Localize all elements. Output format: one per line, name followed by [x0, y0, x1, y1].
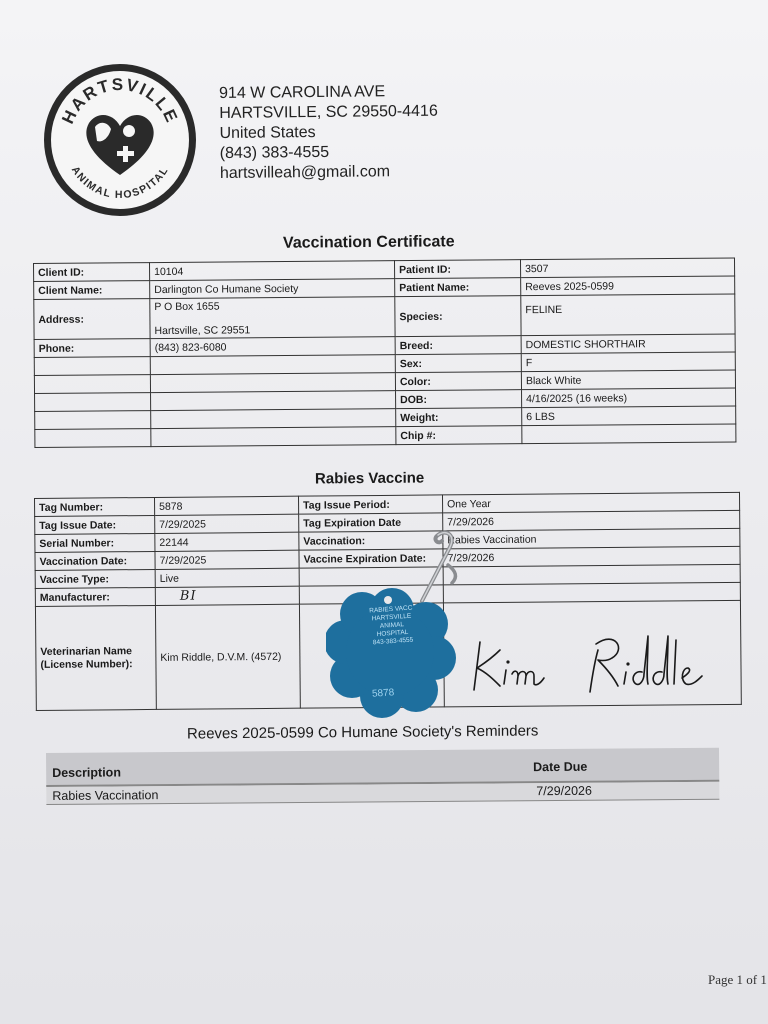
dob-label: DOB:: [396, 390, 522, 409]
signature-text: [466, 620, 472, 621]
vaccination-date-value: 7/29/2025: [155, 550, 299, 569]
tag-number-label: Tag Number:: [35, 497, 155, 516]
tag-expiration-label: Tag Expiration Date: [299, 513, 443, 532]
hospital-phone: (843) 383-4555: [219, 143, 330, 162]
tag-text-line-2: HARTSVILLE: [371, 612, 412, 623]
veterinarian-label-line-2: (License Number):: [40, 657, 133, 671]
client-name-label: Client Name:: [34, 281, 150, 300]
breed-label: Breed:: [395, 336, 521, 355]
veterinarian-signature: [466, 620, 716, 700]
client-id-value: 10104: [150, 261, 395, 281]
empty-cell: [150, 355, 395, 375]
tag-issue-period-value: One Year: [442, 492, 739, 513]
client-name-value: Darlington Co Humane Society: [150, 279, 395, 299]
vaccination-value: Rabies Vaccination: [443, 528, 740, 549]
date-due-column-header: Date Due: [533, 759, 588, 775]
empty-cell: [35, 429, 151, 448]
tag-text-line-1: RABIES VACC: [369, 604, 413, 615]
vaccine-expiration-label: Vaccine Expiration Date:: [299, 549, 443, 568]
tag-text-line-3: ANIMAL: [379, 621, 405, 630]
rabies-tag-text: [339, 602, 446, 649]
vaccine-type-value: Live: [155, 568, 299, 587]
reminders-table: [46, 748, 719, 805]
chip-value: [522, 424, 736, 444]
patient-id-value: 3507: [520, 258, 734, 278]
page-number: Page 1 of 1: [708, 972, 767, 987]
sex-value: F: [521, 352, 735, 372]
rabies-tag-number: 5878: [371, 687, 395, 700]
certificate-title: Vaccination Certificate: [282, 233, 455, 252]
tag-text-line-4: HOSPITAL: [376, 628, 409, 639]
description-column-header: Description: [52, 765, 121, 780]
species-value: FELINE: [521, 294, 735, 336]
svg-text:ANIMAL HOSPITAL: ANIMAL HOSPITAL: [68, 164, 172, 202]
species-label: Species:: [395, 296, 521, 337]
client-address-value: [150, 297, 395, 339]
hospital-logo: [44, 64, 196, 216]
heart-pet-icon: [51, 71, 189, 209]
patient-name-label: Patient Name:: [395, 278, 521, 297]
client-patient-table: [33, 257, 736, 448]
breed-value: DOMESTIC SHORTHAIR: [521, 334, 735, 354]
chip-label: Chip #:: [396, 426, 522, 445]
hospital-email: hartsvilleah@gmail.com: [219, 163, 391, 182]
manufacturer-label: Manufacturer:: [35, 587, 155, 606]
vaccination-date-label: Vaccination Date:: [35, 551, 155, 570]
empty-cell: [151, 391, 396, 411]
sex-label: Sex:: [395, 354, 521, 373]
veterinarian-label: [35, 605, 156, 710]
address-label: Address:: [34, 299, 150, 340]
signature-graphic: [466, 620, 716, 700]
empty-cell: [151, 409, 396, 429]
vaccination-label: Vaccination:: [299, 531, 443, 550]
table-row: [34, 294, 735, 340]
client-id-label: Client ID:: [34, 263, 150, 282]
empty-cell: [35, 393, 151, 412]
address-line-1: 914 W CAROLINA AVE: [219, 83, 386, 102]
tag-expiration-value: 7/29/2026: [443, 510, 740, 531]
address-line-3: United States: [219, 123, 316, 142]
tag-issue-date-value: 7/29/2025: [155, 514, 299, 533]
client-address-line-2: Hartsville, SC 29551: [154, 324, 251, 338]
patient-name-value: Reeves 2025-0599: [521, 276, 735, 296]
weight-value: 6 LBS: [522, 406, 736, 426]
client-address-line-1: P O Box 1655: [154, 300, 220, 314]
reminders-header-row: [46, 748, 719, 787]
color-label: Color:: [395, 372, 521, 391]
reminder-description: Rabies Vaccination: [52, 788, 159, 803]
empty-cell: [34, 375, 150, 394]
serial-number-label: Serial Number:: [35, 533, 155, 552]
tag-issue-date-label: Tag Issue Date:: [35, 515, 155, 534]
client-phone-value: (843) 823-6080: [150, 337, 395, 357]
tag-number-value: 5878: [154, 496, 298, 515]
phone-label: Phone:: [34, 339, 150, 358]
weight-label: Weight:: [396, 408, 522, 427]
serial-number-value: 22144: [155, 532, 299, 551]
patient-id-label: Patient ID:: [394, 260, 520, 279]
vaccine-type-label: Vaccine Type:: [35, 569, 155, 588]
rabies-section-title: Rabies Vaccine: [314, 469, 425, 488]
color-value: Black White: [521, 370, 735, 390]
empty-cell: [150, 373, 395, 393]
empty-cell: [151, 427, 396, 447]
dob-value: 4/16/2025 (16 weeks): [522, 388, 736, 408]
tag-issue-period-label: Tag Issue Period:: [298, 495, 442, 514]
tag-text-line-5: 843-383-4555: [372, 636, 414, 647]
reminder-date-due: 7/29/2026: [536, 783, 592, 799]
reminders-title: Reeves 2025-0599 Co Humane Society's Reminders: [186, 722, 539, 743]
veterinarian-value: Kim Riddle, D.V.M. (4572): [155, 604, 300, 709]
manufacturer-value: BI: [155, 586, 299, 605]
veterinarian-label-line-1: Veterinarian Name: [40, 644, 133, 658]
hospital-contact-block: [219, 82, 439, 184]
svg-text:HARTSVILLE: HARTSVILLE: [58, 74, 182, 127]
empty-cell: [35, 411, 151, 430]
address-line-2: HARTSVILLE, SC 29550-4416: [219, 102, 438, 122]
empty-cell: [34, 357, 150, 376]
vaccine-expiration-value: 7/29/2026: [443, 546, 740, 567]
